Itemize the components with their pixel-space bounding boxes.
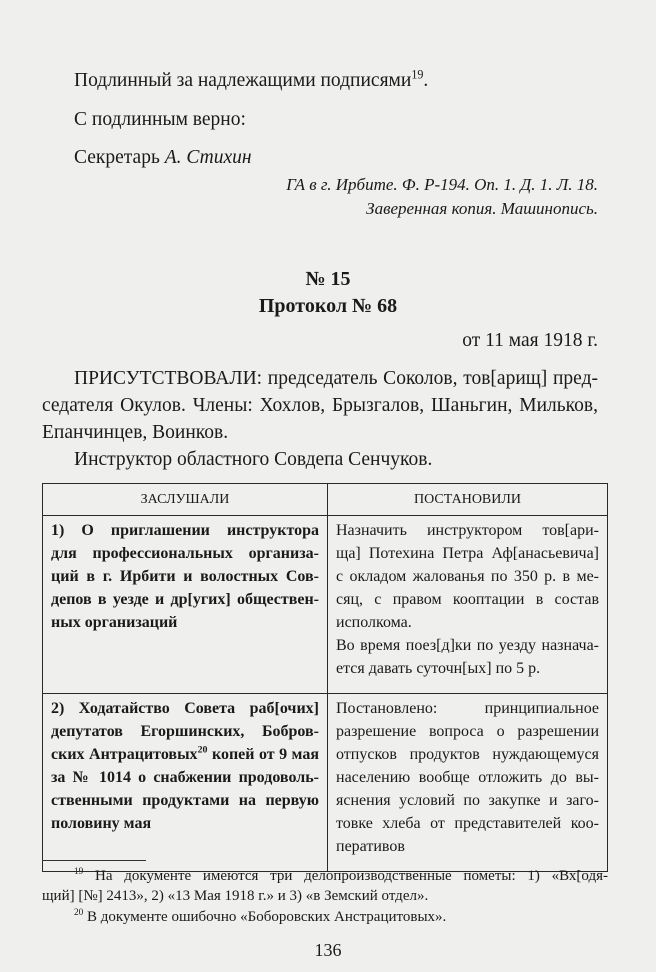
footnote-text: В документе ошибочно «Боборовских Анстрацитовых». bbox=[83, 909, 447, 925]
footnote-number: 19 bbox=[74, 867, 84, 877]
row1-decided-line: Во время поез[д]ки по уезду назнача- bbox=[336, 637, 599, 654]
row2-heard-line: половину мая bbox=[51, 815, 152, 832]
row2-heard-line bbox=[51, 743, 319, 766]
row1-heard-line: депов в уезде и др[угих] обществен- bbox=[51, 591, 319, 608]
row1-decided-line: с окладом жалованья по 350 р. в ме- bbox=[336, 568, 599, 585]
document-date: от 11 мая 1918 г. bbox=[462, 330, 598, 351]
intro-line-2: С подлинным верно: bbox=[74, 109, 246, 130]
footnote-20-line bbox=[42, 907, 608, 927]
table-row bbox=[43, 694, 608, 872]
row1-decided-line: ща] Потехина Петра Аф[анасьевича] bbox=[336, 545, 599, 562]
row1-decided bbox=[328, 516, 608, 694]
intro-period: . bbox=[423, 70, 429, 91]
footnote-19 bbox=[42, 866, 608, 906]
table-header-row bbox=[43, 484, 608, 516]
row1-heard-line: 1) О приглашении инструктора bbox=[51, 522, 319, 539]
source-copy-type: Заверенная копия. Машинопись. bbox=[366, 199, 598, 218]
row2-decided-line: Постановлено: принципиальное bbox=[336, 700, 599, 717]
row1-heard-line: для профессиональных организа- bbox=[51, 545, 319, 562]
page-number: 136 bbox=[314, 940, 342, 960]
footnote-ref-20: 20 bbox=[197, 744, 208, 756]
row2-decided-line: населению вообще отложить до вы- bbox=[336, 769, 599, 786]
row1-heard bbox=[43, 516, 328, 694]
source-archive: ГА в г. Ирбите. Ф. Р-194. Оп. 1. Д. 1. Л. 18. bbox=[286, 175, 598, 194]
secretary-label: Секретарь bbox=[74, 147, 165, 168]
footnote-19-line-1 bbox=[42, 866, 608, 886]
row1-heard-line: ций в г. Ирбити и волостных Сов- bbox=[51, 568, 319, 585]
footnote-19-line-2: щий] [№] 2413», 2) «13 Мая 1918 г.» и 3) «в Земский отдел». bbox=[42, 888, 429, 904]
document-number: № 15 bbox=[305, 268, 351, 290]
row2-decided-line: перативов bbox=[336, 838, 405, 855]
secretary-name: А. Стихин bbox=[164, 147, 252, 168]
header-heard: ЗАСЛУШАЛИ bbox=[43, 484, 328, 516]
footnote-20 bbox=[42, 907, 608, 927]
present-line-2: седателя Окулов. Члены: Хохлов, Брызгалов, Шаньгин, Мильков, bbox=[42, 395, 598, 416]
row2-heard-line: депутатов Егоршинских, Бобров- bbox=[51, 723, 319, 740]
row1-decided-line: ется давать суточн[ых] по 5 р. bbox=[336, 660, 541, 677]
header-decided: ПОСТАНОВИЛИ bbox=[328, 484, 608, 516]
row2-heard-line: за № 1014 о снабжении продоволь- bbox=[51, 769, 319, 786]
row1-decided-line: сяц, с правом кооптации в состав bbox=[336, 591, 599, 608]
row2-heard-line: 2) Ходатайство Совета раб[очих] bbox=[51, 700, 319, 717]
footnote-number: 20 bbox=[74, 908, 84, 918]
footnote-divider bbox=[42, 860, 146, 861]
intro-line-1 bbox=[74, 67, 429, 92]
present-line-1: ПРИСУТСТВОВАЛИ: председатель Соколов, тов[арищ] пред- bbox=[74, 368, 598, 389]
table-row bbox=[43, 516, 608, 694]
row1-decided-line: Назначить инструктором тов[ари- bbox=[336, 522, 599, 539]
row1-decided-line: исполкома. bbox=[336, 614, 412, 631]
protocol-table bbox=[42, 483, 608, 872]
row1-heard-line: ных организаций bbox=[51, 614, 178, 631]
secretary-line bbox=[74, 147, 252, 169]
row2-decided bbox=[328, 694, 608, 872]
row2-decided-line: яснения условий по закупке и заго- bbox=[336, 792, 599, 809]
footnote-ref-19: 19 bbox=[411, 67, 424, 82]
footnote-text: На документе имеются три делопроизводственные пометы: 1) «Вх[одя- bbox=[83, 868, 608, 884]
row2-heard bbox=[43, 694, 328, 872]
row2-heard-part: ских Антрацитовых bbox=[51, 746, 198, 763]
document-title: Протокол № 68 bbox=[258, 295, 398, 317]
row2-heard-part: копей от 9 мая bbox=[207, 746, 319, 763]
row2-heard-line: ственными продуктами на первую bbox=[51, 792, 319, 809]
intro-text: Подлинный за надлежащими подписями bbox=[74, 70, 412, 91]
instructor-line: Инструктор областного Совдепа Сенчуков. bbox=[74, 449, 433, 470]
present-line-3: Епанчинцев, Воинков. bbox=[42, 422, 229, 443]
row2-decided-line: отпусков продуктов нуждающемуся bbox=[336, 746, 599, 763]
row2-decided-line: разрешение вопроса о разрешении bbox=[336, 723, 599, 740]
row2-decided-line: товке хлеба от представителей коо- bbox=[336, 815, 599, 832]
